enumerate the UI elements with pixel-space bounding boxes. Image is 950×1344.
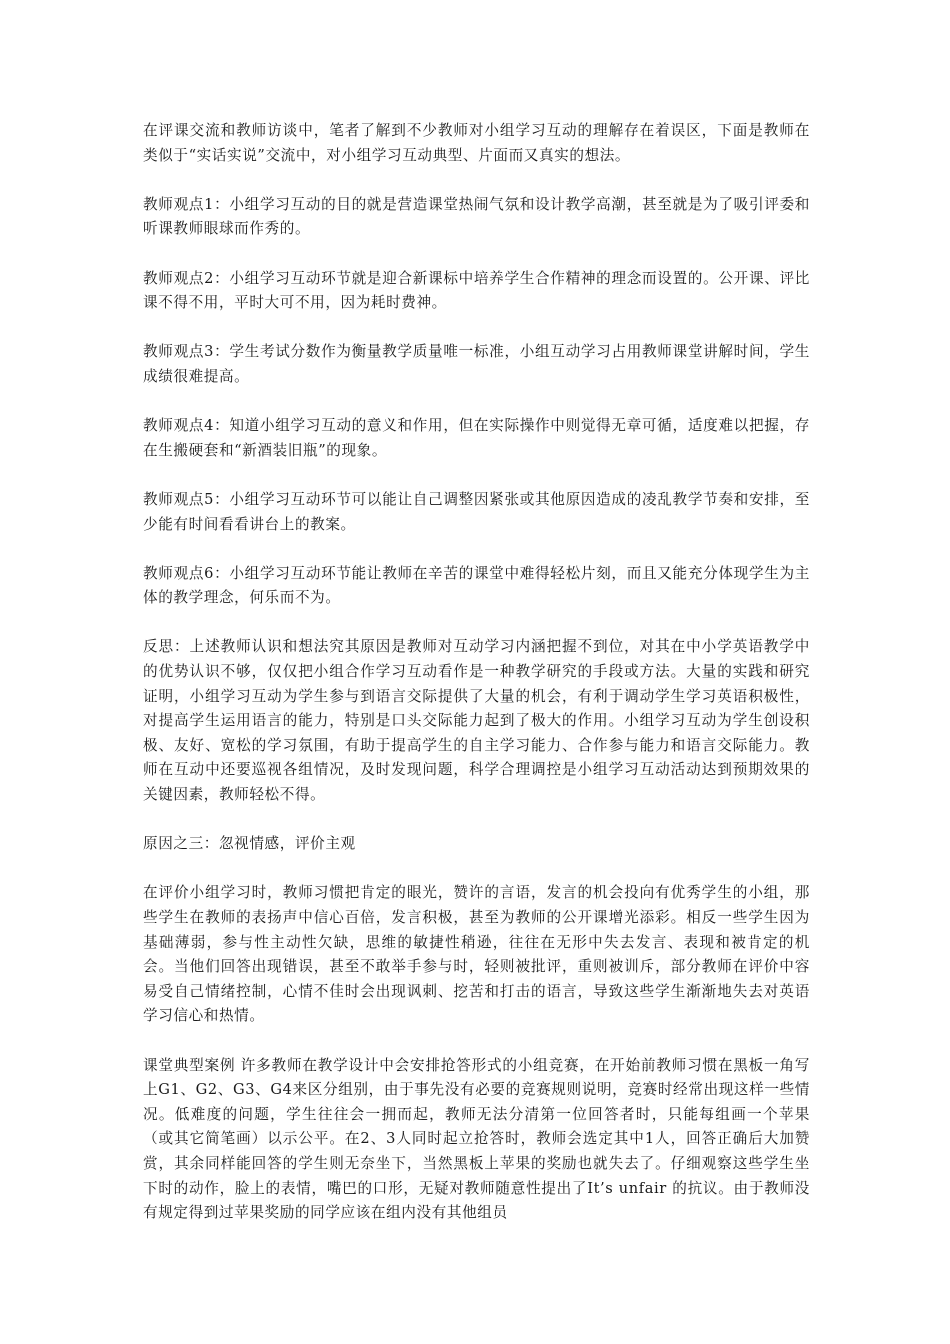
teacher-view-4-paragraph: 教师观点4：知道小组学习互动的意义和作用，但在实际操作中则觉得无章可循，适度难以把握，存在生搬硬套和“新酒装旧瓶”的现象。	[143, 417, 810, 459]
intro-paragraph: 在评课交流和教师访谈中，笔者了解到不少教师对小组学习互动的理解存在着误区，下面是教师在类似于“实话实说”交流中，对小组学习互动典型、片面而又真实的想法。	[143, 122, 810, 164]
reflection-paragraph: 反思：上述教师认识和想法究其原因是教师对互动学习内涵把握不到位，对其在中小学英语教学中的优势认识不够，仅仅把小组合作学习互动看作是一种教学研究的手段或方法。大量的实践和研究证明，小组学习互动为学生参与到语言交际提供了大量的机会，有利于调动学生学习英语积极性，对提高学生运用语言的能力，特别是口头交际能力起到了极大的作用。小组学习互动为学生创设积极、友好、宽松的学习氛围，有助于提高学生的自主学习能力、合作参与能力和语言交际能力。教师在互动中还要巡视各组情况，及时发现问题，科学合理调控是小组学习互动活动达到预期效果的关键因素，教师轻松不得。	[143, 638, 810, 804]
teacher-view-6-paragraph: 教师观点6：小组学习互动环节能让教师在辛苦的课堂中难得轻松片刻，而且又能充分体现学生为主体的教学理念，何乐而不为。	[143, 564, 810, 607]
case-study-paragraph: 课堂典型案例 许多教师在教学设计中会安排抢答形式的小组竞赛，在开始前教师习惯在黑板一角写上G1、G2、G3、G4来区分组别，由于事先没有必要的竞赛规则说明，竞赛时经常出现这样一些情况。低难度的问题，学生往往会一拥而起，教师无法分清第一位回答者时，只能每组画一个苹果（或其它简笔画）以示公平。在2、3人同时起立抢答时，教师会选定其中1人，回答正确后大加赞赏，其余同样能回答的学生则无奈坐下，当然黑板上苹果的奖励也就失去了。仔细观察这些学生坐下时的动作，脸上的表情，嘴巴的口形，无疑对教师随意性提出了It’s unfair 的抗议。由于教师没有规定得到过苹果奖励的同学应该在组内没有其他组员	[143, 1056, 810, 1222]
evaluation-paragraph: 在评价小组学习时，教师习惯把肯定的眼光，赞许的言语，发言的机会投向有优秀学生的小组，那些学生在教师的表扬声中信心百倍，发言积极，甚至为教师的公开课增光添彩。相反一些学生因为基础薄弱，参与性主动性欠缺，思维的敏捷性稍逊，往往在无形中失去发言、表现和被肯定的机会。当他们回答出现错误，甚至不敢举手参与时，轻则被批评，重则被训斥，部分教师在评价中容易受自己情绪控制，心情不佳时会出现讽刺、挖苦和打击的语言，导致这些学生渐渐地失去对英语学习信心和热情。	[143, 884, 810, 1025]
teacher-view-3-paragraph: 教师观点3：学生考试分数作为衡量教学质量唯一标准，小组互动学习占用教师课堂讲解时间，学生成绩很难提高。	[143, 343, 810, 385]
document-body	[143, 119, 810, 1226]
teacher-view-1-paragraph: 教师观点1：小组学习互动的目的就是营造课堂热闹气氛和设计教学高潮，甚至就是为了吸引评委和听课教师眼球而作秀的。	[143, 195, 810, 238]
section-heading: 原因之三：忽视情感，评价主观	[143, 835, 356, 853]
teacher-view-5-paragraph: 教师观点5：小组学习互动环节可以能让自己调整因紧张或其他原因造成的凌乱教学节奏和安排，至少能有时间看看讲台上的教案。	[143, 490, 810, 533]
teacher-view-2-paragraph: 教师观点2：小组学习互动环节就是迎合新课标中培养学生合作精神的理念而设置的。公开课、评比课不得不用，平时大可不用，因为耗时费神。	[143, 269, 810, 312]
